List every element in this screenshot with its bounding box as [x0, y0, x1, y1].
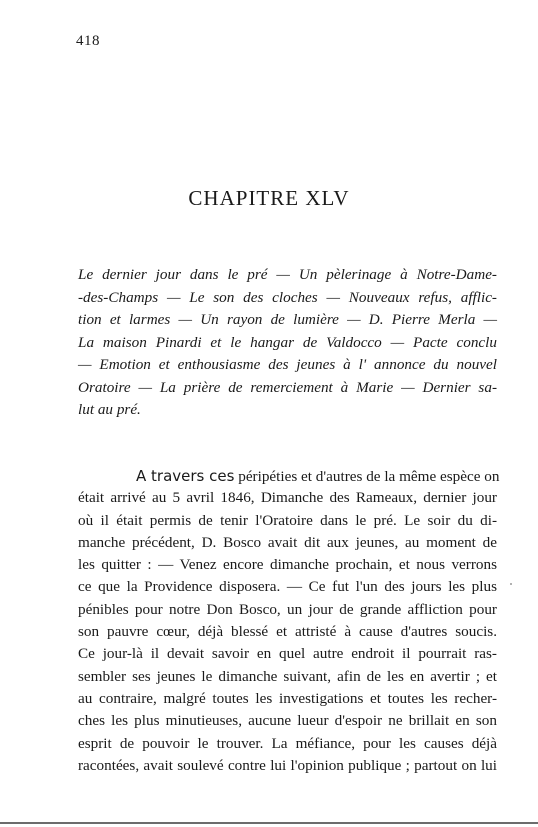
body-line: où il était permis de tenir l'Oratoire dans le pré. Le soir du di-	[78, 511, 497, 529]
body-line: sembler ses jeunes le dimanche suivant, afin de les en avertir ; et	[78, 667, 497, 685]
summary-line: — Emotion et enthousiasme des jeunes à l' annonce du nouvel	[78, 356, 497, 373]
body-first-line-rest: péripéties et d'autres de la même espèce on	[234, 468, 500, 485]
summary-line: La maison Pinardi et le hangar de Valdocco — Pacte conclu	[78, 333, 497, 351]
body-line: au contraire, malgré toutes les investigations et toutes les recher-	[78, 689, 497, 707]
summary-line: tion et larmes — Un rayon de lumière — D. Pierre Merla —	[78, 311, 497, 328]
body-line: était arrivé au 5 avril 1846, Dimanche des Rameaux, dernier jour	[78, 489, 497, 507]
chapter-summary	[78, 264, 497, 422]
body-first-line	[78, 465, 500, 487]
summary-line: lut au pré.	[78, 401, 141, 418]
body-line: son pauvre cœur, déjà blessé et attristé à cause d'autres soucis.	[78, 623, 497, 641]
body-line: ce que la Providence disposera. — Ce fut l'un des jours les plus	[78, 578, 497, 596]
scan-speck	[510, 583, 512, 585]
summary-line: Oratoire — La prière de remerciement à Marie — Dernier sa-	[78, 378, 497, 396]
body-line: esprit de pouvoir le trouver. La méfiance, pour les causes déjà	[78, 734, 497, 752]
summary-line: Le dernier jour dans le pré — Un pèlerinage à Notre-Dame-	[78, 266, 497, 283]
page-bottom-edge	[0, 822, 538, 824]
body-line: pénibles pour notre Don Bosco, un jour de grande affliction pour	[78, 600, 497, 618]
body-line: manche précédent, D. Bosco avait dit aux jeunes, au moment de	[78, 533, 497, 551]
summary-line: -des-Champs — Le son des cloches — Nouveaux refus, afflic-	[78, 288, 497, 306]
page-number: 418	[76, 33, 100, 49]
body-line: ches les plus minutieuses, aucune lueur d'espoir ne brillait en son	[78, 712, 497, 730]
body-text	[78, 465, 500, 777]
chapter-title: CHAPITRE XLV	[188, 186, 350, 210]
body-line: Ce jour-là il devait savoir en quel autre endroit il pourrait ras-	[78, 645, 497, 663]
body-line: racontées, avait soulevé contre lui l'opinion publique ; partout on lui	[78, 756, 497, 774]
body-line: les quitter : — Venez encore dimanche prochain, et nous verrons	[78, 556, 497, 574]
body-opening-words: A travers ces	[136, 467, 235, 485]
